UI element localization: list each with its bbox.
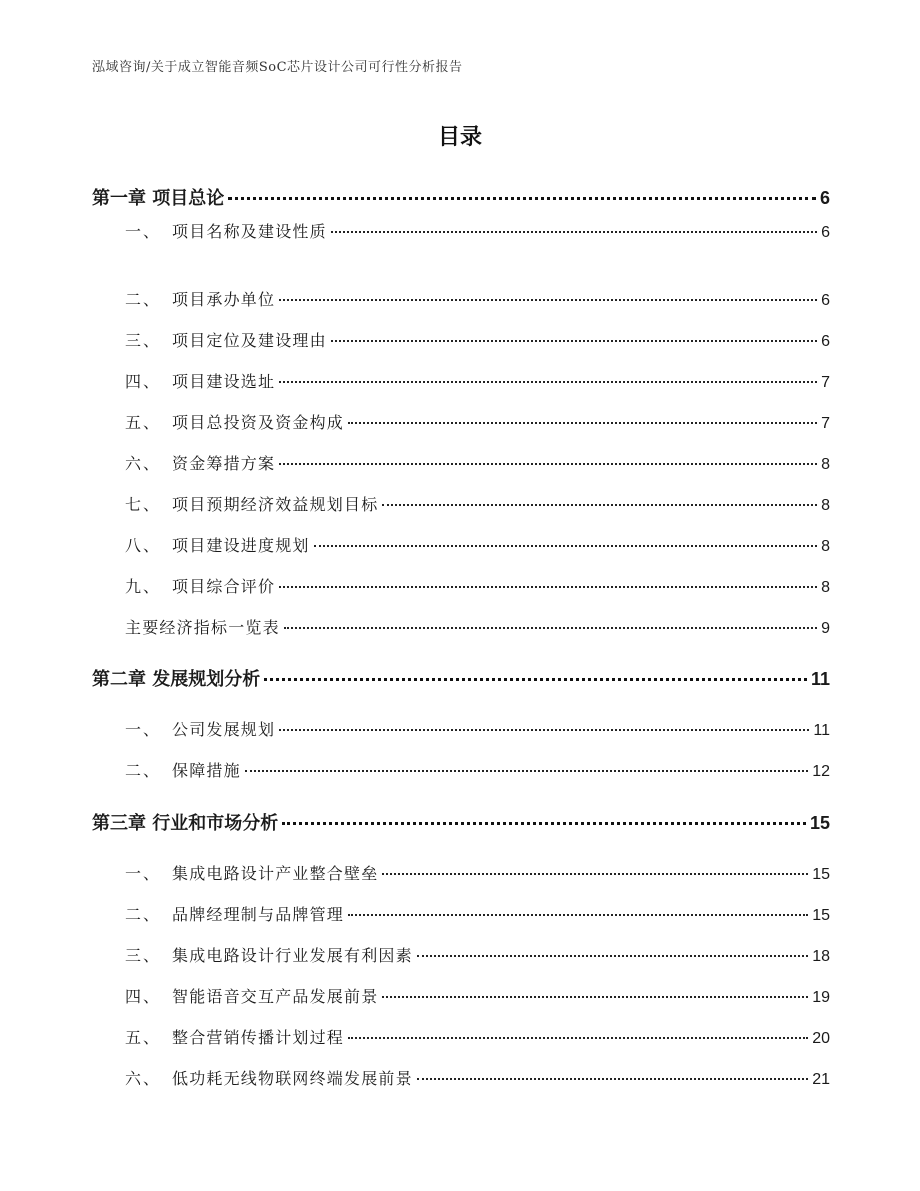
chapter-page-number: 6 [819, 188, 830, 208]
section-number: 四、 [125, 372, 162, 391]
toc-section-1-8[interactable] [125, 533, 830, 556]
toc-section-1-4[interactable] [125, 369, 830, 392]
section-title: 项目名称及建设性质 [172, 222, 327, 241]
chapter-label: 第三章 行业和市场分析 [92, 813, 279, 834]
section-page-number: 15 [812, 866, 830, 883]
toc-section-1-6[interactable] [125, 451, 830, 474]
dot-leader [279, 463, 817, 465]
section-page-number: 18 [812, 948, 830, 965]
section-title: 项目定位及建设理由 [172, 331, 327, 350]
section-number: 三、 [125, 331, 162, 350]
toc-section-1-2[interactable] [125, 287, 830, 310]
section-number: 一、 [125, 720, 162, 739]
chapter-label: 第二章 发展规划分析 [92, 669, 261, 690]
section-title: 集成电路设计行业发展有利因素 [172, 946, 413, 965]
toc-section-3-2[interactable] [125, 902, 830, 925]
dot-leader [382, 873, 808, 875]
section-number: 三、 [125, 946, 162, 965]
section-page-number: 6 [821, 224, 830, 241]
section-number: 六、 [125, 454, 162, 473]
section-title: 保障措施 [172, 761, 241, 780]
toc-section-1-5[interactable] [125, 410, 830, 433]
section-number: 九、 [125, 577, 162, 596]
dot-leader [417, 1078, 808, 1080]
dot-leader [245, 770, 808, 772]
dot-leader [279, 299, 817, 301]
dot-leader [314, 545, 817, 547]
section-page-number: 6 [821, 292, 830, 309]
dot-leader [264, 678, 807, 681]
section-number: 八、 [125, 536, 162, 555]
toc-chapter-3[interactable] [92, 809, 830, 835]
section-page-number: 8 [821, 579, 830, 596]
section-number: 二、 [125, 905, 162, 924]
section-page-number: 6 [821, 333, 830, 350]
dot-leader [348, 1037, 808, 1039]
dot-leader [331, 340, 817, 342]
dot-leader [331, 231, 817, 233]
toc-section-1-3[interactable] [125, 328, 830, 351]
running-header: 泓域咨询/关于成立智能音频SoC芯片设计公司可行性分析报告 [92, 60, 463, 75]
section-title: 项目建设进度规划 [172, 536, 310, 555]
section-title: 项目建设选址 [172, 372, 276, 391]
dot-leader [279, 381, 817, 383]
chapter-page-number: 11 [810, 669, 830, 689]
dot-leader [382, 504, 817, 506]
section-number: 五、 [125, 413, 162, 432]
section-title: 整合营销传播计划过程 [172, 1028, 345, 1047]
section-title: 资金筹措方案 [172, 454, 276, 473]
section-page-number: 20 [812, 1030, 830, 1047]
toc-section-1-table[interactable] [125, 615, 830, 638]
section-page-number: 12 [812, 763, 830, 780]
dot-leader [279, 586, 817, 588]
section-number: 二、 [125, 761, 162, 780]
dot-leader [284, 627, 817, 629]
toc-section-1-9[interactable] [125, 574, 830, 597]
toc-section-1-7[interactable] [125, 492, 830, 515]
section-page-number: 8 [821, 538, 830, 555]
toc-title: 目录 [437, 125, 482, 150]
chapter-label: 第一章 项目总论 [92, 188, 225, 209]
section-title: 项目总投资及资金构成 [172, 413, 345, 432]
section-title: 集成电路设计产业整合壁垒 [172, 864, 379, 883]
chapter-page-number: 15 [809, 813, 830, 833]
dot-leader [417, 955, 808, 957]
section-title: 主要经济指标一览表 [125, 618, 280, 637]
section-page-number: 19 [812, 989, 830, 1006]
section-number: 六、 [125, 1069, 162, 1088]
section-page-number: 9 [821, 620, 830, 637]
section-page-number: 7 [821, 415, 830, 432]
dot-leader [228, 197, 816, 200]
section-title: 低功耗无线物联网终端发展前景 [172, 1069, 413, 1088]
toc-section-3-3[interactable] [125, 943, 830, 966]
section-title: 公司发展规划 [172, 720, 276, 739]
section-number: 七、 [125, 495, 162, 514]
section-page-number: 21 [812, 1071, 830, 1088]
dot-leader [282, 822, 806, 825]
dot-leader [348, 914, 808, 916]
toc-section-3-4[interactable] [125, 984, 830, 1007]
toc-chapter-2[interactable] [92, 665, 830, 691]
toc-section-1-1[interactable] [125, 219, 830, 242]
toc-section-3-6[interactable] [125, 1066, 830, 1089]
toc-section-3-5[interactable] [125, 1025, 830, 1048]
toc-chapter-1[interactable] [92, 184, 830, 210]
section-page-number: 8 [821, 456, 830, 473]
dot-leader [348, 422, 817, 424]
section-page-number: 11 [813, 722, 830, 739]
section-page-number: 8 [821, 497, 830, 514]
section-title: 智能语音交互产品发展前景 [172, 987, 379, 1006]
section-number: 五、 [125, 1028, 162, 1047]
section-page-number: 7 [821, 374, 830, 391]
section-number: 一、 [125, 864, 162, 883]
section-title: 项目承办单位 [172, 290, 276, 309]
toc-section-2-2[interactable] [125, 758, 830, 781]
section-title: 品牌经理制与品牌管理 [172, 905, 345, 924]
toc-section-2-1[interactable] [125, 717, 830, 740]
section-page-number: 15 [812, 907, 830, 924]
section-title: 项目预期经济效益规划目标 [172, 495, 379, 514]
dot-leader [382, 996, 808, 998]
section-number: 一、 [125, 222, 162, 241]
section-title: 项目综合评价 [172, 577, 276, 596]
section-number: 四、 [125, 987, 162, 1006]
section-number: 二、 [125, 290, 162, 309]
dot-leader [279, 729, 809, 731]
toc-section-3-1[interactable] [125, 861, 830, 884]
